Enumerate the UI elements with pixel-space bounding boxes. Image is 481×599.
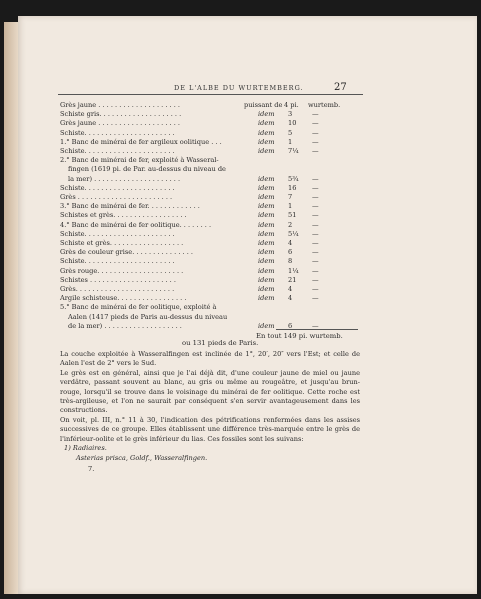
row-thickness: 4	[288, 285, 293, 293]
row-label: Grès . . . . . . . . . . . . . . . . . . . . . . .	[60, 193, 173, 201]
paragraph-sandstone: Le grès est en général, ainsi que je l'ai déjà dit, d'une couleur jaune de miel ou jaune verdâtre, passant souvent au blanc, au gris ou même au rougeâtre, et jusqu'au brun-rouge, lorsqu'il se trouve dans le voisinage du minérai de fer oolitique. Cette roche est très-argileuse, et l'on ne saurait par conséquent s'en servir avantageusement dans les constructions.	[60, 369, 360, 415]
row-qualifier: idem	[258, 275, 275, 284]
row-qualifier: idem	[258, 220, 275, 229]
row-label: Schiste gris. . . . . . . . . . . . . . . . . . . .	[60, 110, 182, 119]
page-number: 27	[334, 82, 347, 93]
paragraph-fossils: On voit, pl. III, n.° 11 à 30, l'indication des pétrifications renfermées dans les assises successives de ce groupe. Elles établissent une différence très-marquée entre le grès de l'inférieur-oolite et le grès inférieur du lias. Ces fossiles sont les suivans:	[60, 416, 360, 443]
row-unit: —	[312, 202, 319, 211]
row-unit: —	[312, 174, 319, 183]
row-thickness: 8	[288, 257, 293, 266]
row-thickness: 6	[288, 321, 293, 330]
table-row	[18, 322, 477, 332]
row-qualifier: idem	[258, 266, 275, 275]
list-heading: 1) Radiaires.	[64, 444, 107, 452]
row-unit: —	[312, 294, 319, 303]
row-unit: —	[312, 321, 319, 330]
row-label: Grès jaune . . . . . . . . . . . . . . . . . . . .	[60, 119, 181, 128]
row-qualifier: idem	[258, 193, 275, 201]
row-qualifier: idem	[258, 147, 275, 155]
row-qualifier: idem	[258, 285, 275, 293]
row-thickness: 6	[288, 248, 293, 257]
row-qualifier: idem	[258, 211, 275, 220]
row-qualifier: puissant de	[244, 101, 283, 109]
row-unit: —	[312, 137, 319, 146]
row-unit: wurtemb.	[308, 101, 341, 109]
row-thickness: 5¼	[288, 229, 299, 238]
row-unit: —	[312, 229, 319, 238]
row-qualifier: idem	[258, 294, 275, 303]
row-qualifier: idem	[258, 119, 275, 128]
row-thickness: 1	[288, 137, 293, 146]
row-thickness: 4	[288, 239, 293, 247]
row-label: Schiste. . . . . . . . . . . . . . . . . . . . . .	[60, 147, 175, 155]
row-label: Grès rouge. . . . . . . . . . . . . . . . . . . . .	[60, 266, 184, 275]
total-conversion-line: ou 131 pieds de Paris.	[182, 339, 259, 347]
row-unit: —	[312, 128, 319, 137]
row-label: Schiste. . . . . . . . . . . . . . . . . . . . . .	[60, 128, 175, 137]
row-unit: —	[312, 248, 319, 257]
row-label: Schiste. . . . . . . . . . . . . . . . . . . . . .	[60, 183, 175, 192]
row-label: Grès de couleur grise. . . . . . . . . . . . . . .	[60, 248, 193, 257]
row-label: Grès jaune . . . . . . . . . . . . . . . . . . . .	[60, 101, 181, 109]
row-qualifier: idem	[258, 248, 275, 257]
row-qualifier: idem	[258, 128, 275, 137]
row-thickness: 21	[288, 275, 297, 284]
row-label: Schiste et grès. . . . . . . . . . . . . . . . . .	[60, 239, 184, 247]
row-label: 1.° Banc de minérai de fer argileux oolitique . . .	[60, 137, 222, 146]
row-thickness: 10	[288, 119, 297, 128]
left-page-edge	[4, 22, 19, 594]
row-label: fingen (1619 pi. de Par. au-dessus du niveau de	[68, 165, 226, 174]
row-label: Schistes et grès. . . . . . . . . . . . . . . . . .	[60, 211, 187, 220]
row-unit: —	[312, 266, 319, 275]
row-thickness: 1	[288, 202, 293, 211]
row-label: Argile schisteuse. . . . . . . . . . . . . . . . .	[60, 294, 187, 303]
row-unit: —	[312, 220, 319, 229]
row-thickness: 3	[288, 110, 293, 119]
row-label: 4.° Banc de minérai de fer oolitique. . . . . . . .	[60, 220, 212, 229]
row-label: 5.° Banc de minérai de fer oolitique, exploité à	[60, 303, 217, 312]
row-unit: —	[312, 275, 319, 284]
row-unit: —	[312, 285, 319, 293]
total-rule	[276, 329, 358, 330]
row-label: Schiste. . . . . . . . . . . . . . . . . . . . . .	[60, 257, 175, 266]
row-thickness: 5¾	[288, 174, 299, 183]
row-label: 3.° Banc de minérai de fer. . . . . . . . . . . . .	[60, 202, 200, 211]
row-thickness: 16	[288, 183, 297, 192]
row-thickness: 4	[288, 294, 293, 303]
row-qualifier: idem	[258, 229, 275, 238]
paragraph-inclination: La couche exploitée à Wasseralfingen est inclinée de 1°, 20′, 20″ vers l'Est; et celle de Aalen l'est de 2° vers le Sud.	[60, 350, 360, 368]
book-page	[18, 16, 477, 594]
species-entry: Asterias prisca, Goldf., Wasseralfingen.	[76, 454, 208, 462]
row-label: 2.° Banc de minérai de fer, exploité à Wasseral-	[60, 156, 219, 165]
row-label: Aalen (1417 pieds de Paris au-dessus du niveau	[68, 312, 228, 321]
row-unit: —	[312, 239, 319, 247]
row-qualifier: idem	[258, 174, 275, 183]
row-thickness: 2	[288, 220, 293, 229]
row-qualifier: idem	[258, 257, 275, 266]
row-unit: —	[312, 119, 319, 128]
row-unit: —	[312, 193, 319, 201]
running-head: DE L'ALBE DU WURTEMBERG.	[174, 84, 304, 92]
header-rule	[58, 94, 363, 95]
row-qualifier: idem	[258, 183, 275, 192]
row-unit: —	[312, 147, 319, 155]
row-thickness: 7¼	[288, 147, 299, 155]
row-thickness: 7	[288, 193, 293, 201]
signature-mark: 7.	[88, 465, 95, 473]
row-label: de la mer) . . . . . . . . . . . . . . . . . . .	[68, 321, 182, 330]
row-thickness: 5	[288, 128, 293, 137]
row-qualifier: idem	[258, 239, 275, 247]
row-label: Schiste. . . . . . . . . . . . . . . . . . . . . .	[60, 229, 175, 238]
row-qualifier: idem	[258, 137, 275, 146]
row-thickness: 4 pi.	[284, 101, 299, 109]
row-label: la mer) . . . . . . . . . . . . . . . . . . . . .	[68, 174, 181, 183]
row-thickness: 51	[288, 211, 297, 220]
row-unit: —	[312, 110, 319, 119]
row-thickness: 1¼	[288, 266, 299, 275]
row-label: Grès. . . . . . . . . . . . . . . . . . . . . . . .	[60, 285, 175, 293]
row-qualifier: idem	[258, 202, 275, 211]
row-unit: —	[312, 211, 319, 220]
page-header	[18, 84, 477, 98]
row-label: Schistes . . . . . . . . . . . . . . . . . . . . .	[60, 275, 176, 284]
row-unit: —	[312, 257, 319, 266]
row-qualifier: idem	[258, 321, 275, 330]
total-line: En tout 149 pi. wurtemb.	[256, 332, 343, 340]
row-qualifier: idem	[258, 110, 275, 119]
row-unit: —	[312, 183, 319, 192]
